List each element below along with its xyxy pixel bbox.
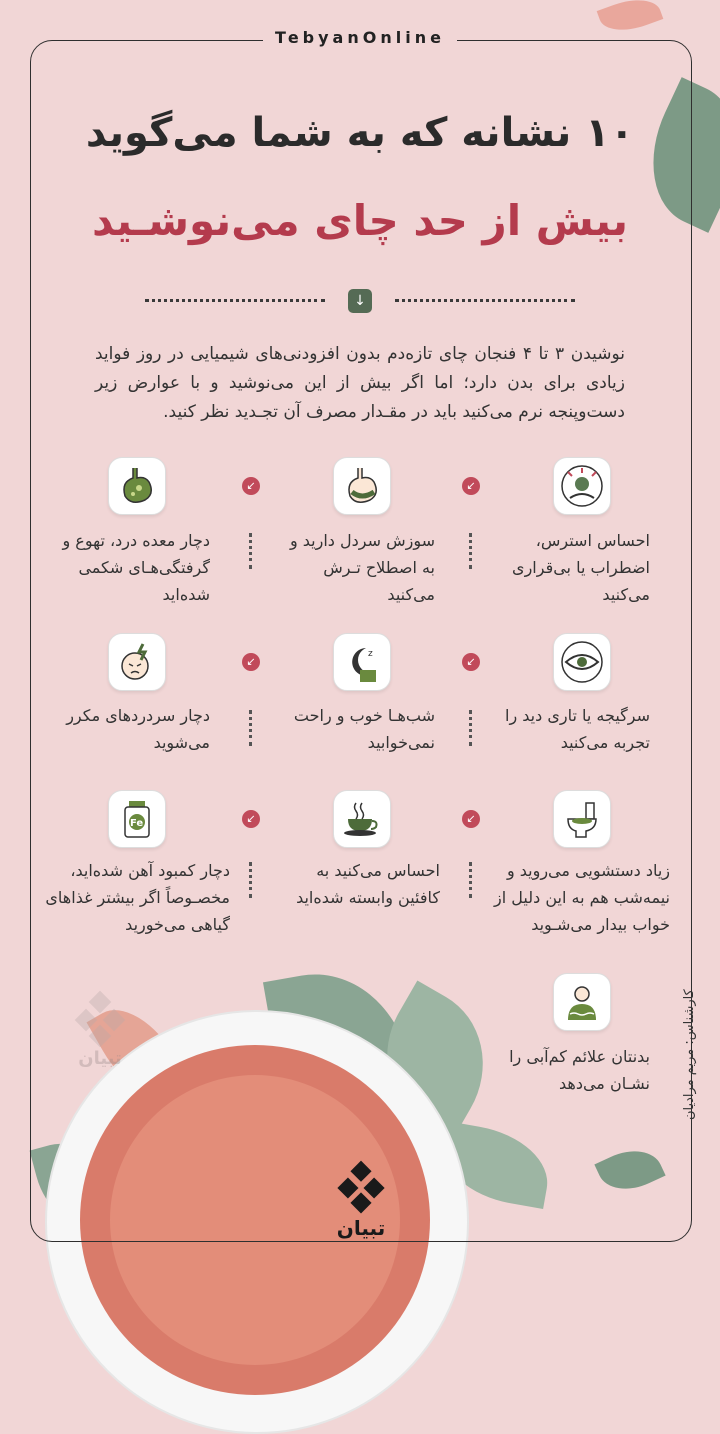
brand-header — [0, 28, 720, 47]
expert-credit: کارشناس: مریم مرادیان — [682, 989, 697, 1120]
eye-icon — [553, 633, 611, 691]
tea-cup-icon — [333, 790, 391, 848]
title-line-2: بیش از حد چای می‌نوشـید — [91, 196, 629, 245]
sign-label: شب‌هـا خوب و راحت نمی‌خوابید — [293, 706, 435, 752]
dotted-line — [395, 299, 575, 302]
iron-symbol: Fe — [130, 818, 144, 829]
sign-label: سرگیجه یا تاری دید را تجربه می‌کنید — [505, 706, 650, 752]
sign-label: احساس می‌کنید به کافئین وابسته شده‌اید — [296, 861, 440, 907]
arrow-icon: ↙ — [242, 653, 260, 671]
sign-label: زیاد دستشویی می‌روید و نیمه‌شب هم به این دلیل از خواب بیدار می‌شـوید — [494, 861, 670, 934]
arrow-icon: ↙ — [462, 653, 480, 671]
iron-supplement-icon — [108, 790, 166, 848]
sign-label: دچار معده درد، تهوع و گرفتگی‌هـای شکمی شده‌اید — [62, 531, 210, 604]
sign-label: احساس استرس، اضطراب یا بی‌قراری می‌کنید — [512, 531, 650, 604]
stress-icon — [553, 457, 611, 515]
vertical-divider — [469, 862, 472, 898]
separator — [145, 289, 575, 313]
vertical-divider — [249, 533, 252, 569]
intro-paragraph: نوشیدن ۳ تا ۴ فنجان چای تازه‌دم بدون افزودنی‌های شیمیایی در روز فواید زیادی برای بدن دارد؛ اما اگر بیش از این می‌نوشید و با عوارض زیر دست‌وپنجه نرم می‌کنید باید در مقـدار مصرف آن تجـدید نظر کنید. — [95, 344, 626, 422]
arrow-icon: ↙ — [462, 477, 480, 495]
vertical-divider — [469, 533, 472, 569]
brand-name: TebyanOnline — [263, 28, 457, 47]
tebyan-logo — [325, 1160, 397, 1250]
vertical-divider — [249, 862, 252, 898]
sleep-moon-icon — [333, 633, 391, 691]
watermark-text: تبیان — [78, 1048, 122, 1069]
stomach-ache-icon — [108, 457, 166, 515]
sign-label: سوزش سردل دارید و به اصطلاح تـرش می‌کنید — [289, 531, 435, 604]
logo-text: تبیان — [336, 1216, 386, 1240]
title-line-1: ۱۰ نشانه که به شما می‌گوید — [85, 110, 635, 156]
arrow-icon: ↙ — [242, 477, 260, 495]
dehydration-icon — [553, 973, 611, 1031]
arrow-down-icon: ↓ — [348, 289, 372, 313]
sign-label: بدنتان علائم کم‌آبی را نشـان می‌دهد — [509, 1047, 650, 1093]
sign-label: دچار سردردهای مکرر می‌شوید — [66, 706, 210, 752]
svg-text:z: z — [368, 649, 373, 659]
heartburn-stomach-icon — [333, 457, 391, 515]
vertical-divider — [249, 710, 252, 746]
vertical-divider — [469, 710, 472, 746]
arrow-icon: ↙ — [242, 810, 260, 828]
tebyan-watermark — [60, 990, 140, 1080]
arrow-icon: ↙ — [462, 810, 480, 828]
headache-icon — [108, 633, 166, 691]
toilet-icon — [553, 790, 611, 848]
sign-label: دچار کمبود آهن شده‌اید، مخصـوصاً اگر بیشتر غذاهای گیاهی می‌خورید — [45, 861, 230, 934]
dotted-line — [145, 299, 325, 302]
